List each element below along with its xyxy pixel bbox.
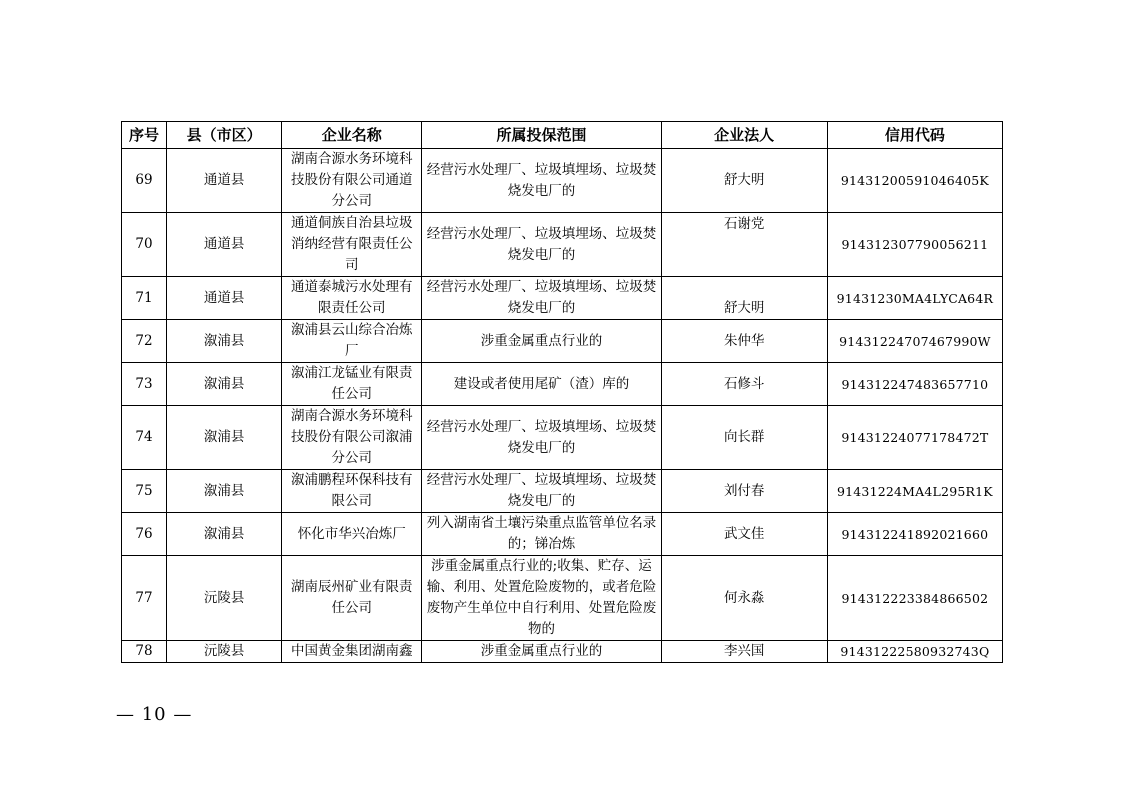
cell-company: 溆浦江龙锰业有限责任公司 (282, 363, 422, 406)
cell-scope: 经营污水处理厂、垃圾填埋场、垃圾焚烧发电厂的 (422, 470, 661, 513)
cell-seq: 75 (122, 470, 167, 513)
cell-county: 通道县 (167, 149, 282, 213)
table-row (122, 149, 1003, 213)
cell-seq: 69 (122, 149, 167, 213)
cell-company: 通道泰城污水处理有限责任公司 (282, 277, 422, 320)
page-number: — 10 — (116, 704, 193, 725)
cell-company: 中国黄金集团湖南鑫 (282, 641, 422, 663)
cell-scope: 涉重金属重点行业的;收集、贮存、运输、利用、处置危险废物的，或者危险废物产生单位中自行利用、处置危险废物的 (422, 556, 661, 641)
header-legal: 企业法人 (661, 122, 827, 149)
header-company: 企业名称 (282, 122, 422, 149)
cell-county: 沅陵县 (167, 556, 282, 641)
cell-code: 91431224MA4L295R1K (827, 470, 1002, 513)
header-code: 信用代码 (827, 122, 1002, 149)
cell-seq: 70 (122, 213, 167, 277)
cell-company: 湖南合源水务环境科技股份有限公司通道分公司 (282, 149, 422, 213)
cell-legal: 朱仲华 (661, 320, 827, 363)
cell-legal: 李兴国 (661, 641, 827, 663)
cell-company: 湖南合源水务环境科技股份有限公司溆浦分公司 (282, 406, 422, 470)
cell-code: 914312223384866502 (827, 556, 1002, 641)
cell-county: 通道县 (167, 277, 282, 320)
cell-seq: 73 (122, 363, 167, 406)
cell-legal: 何永淼 (661, 556, 827, 641)
cell-code: 914312307790056211 (827, 213, 1002, 277)
cell-company: 溆浦县云山综合冶炼厂 (282, 320, 422, 363)
header-scope: 所属投保范围 (422, 122, 661, 149)
cell-seq: 76 (122, 513, 167, 556)
table-row (122, 213, 1003, 277)
cell-code: 91431230MA4LYCA64R (827, 277, 1002, 320)
cell-county: 通道县 (167, 213, 282, 277)
cell-legal: 舒大明 (661, 277, 827, 320)
cell-county: 溆浦县 (167, 470, 282, 513)
cell-legal: 向长群 (661, 406, 827, 470)
cell-scope: 经营污水处理厂、垃圾填埋场、垃圾焚烧发电厂的 (422, 149, 661, 213)
table-row (122, 406, 1003, 470)
cell-seq: 77 (122, 556, 167, 641)
cell-code: 91431224707467990W (827, 320, 1002, 363)
cell-legal: 舒大明 (661, 149, 827, 213)
cell-seq: 71 (122, 277, 167, 320)
header-seq: 序号 (122, 122, 167, 149)
table-row (122, 556, 1003, 641)
cell-seq: 78 (122, 641, 167, 663)
cell-code: 914312247483657710 (827, 363, 1002, 406)
cell-scope: 列入湖南省土壤污染重点监管单位名录的；锑冶炼 (422, 513, 661, 556)
table-row (122, 320, 1003, 363)
header-county: 县（市区） (167, 122, 282, 149)
cell-scope: 经营污水处理厂、垃圾填埋场、垃圾焚烧发电厂的 (422, 406, 661, 470)
cell-county: 溆浦县 (167, 363, 282, 406)
cell-legal: 刘付春 (661, 470, 827, 513)
cell-code: 91431200591046405K (827, 149, 1002, 213)
cell-code: 91431222580932743Q (827, 641, 1002, 663)
cell-code: 91431224077178472T (827, 406, 1002, 470)
cell-county: 溆浦县 (167, 406, 282, 470)
cell-seq: 72 (122, 320, 167, 363)
enterprise-table (121, 121, 1003, 663)
table-row (122, 277, 1003, 320)
table-row (122, 513, 1003, 556)
table-row (122, 641, 1003, 663)
cell-county: 沅陵县 (167, 641, 282, 663)
cell-legal: 武文佳 (661, 513, 827, 556)
table-row (122, 470, 1003, 513)
cell-scope: 涉重金属重点行业的 (422, 641, 661, 663)
table-header-row (122, 122, 1003, 149)
cell-county: 溆浦县 (167, 320, 282, 363)
cell-seq: 74 (122, 406, 167, 470)
cell-county: 溆浦县 (167, 513, 282, 556)
cell-company: 湖南辰州矿业有限责任公司 (282, 556, 422, 641)
table-row (122, 363, 1003, 406)
cell-scope: 涉重金属重点行业的 (422, 320, 661, 363)
cell-legal: 石谢党 (661, 213, 827, 277)
cell-company: 通道侗族自治县垃圾消纳经营有限责任公司 (282, 213, 422, 277)
cell-company: 怀化市华兴冶炼厂 (282, 513, 422, 556)
cell-scope: 经营污水处理厂、垃圾填埋场、垃圾焚烧发电厂的 (422, 213, 661, 277)
cell-scope: 经营污水处理厂、垃圾填埋场、垃圾焚烧发电厂的 (422, 277, 661, 320)
cell-code: 914312241892021660 (827, 513, 1002, 556)
cell-legal: 石修斗 (661, 363, 827, 406)
cell-scope: 建设或者使用尾矿（渣）库的 (422, 363, 661, 406)
cell-company: 溆浦鹏程环保科技有限公司 (282, 470, 422, 513)
